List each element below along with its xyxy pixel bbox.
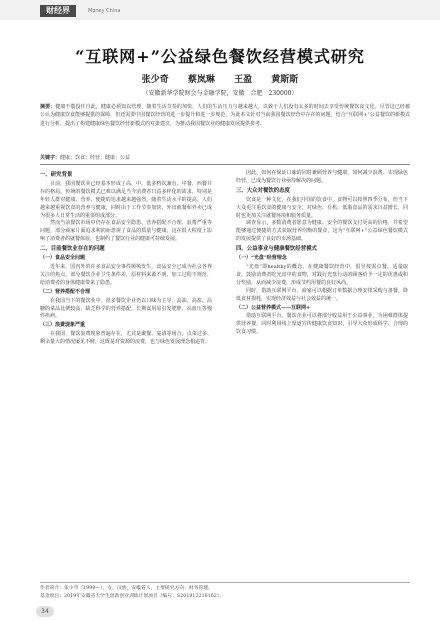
section-heading: （一）“光盘”经营理念 — [236, 255, 287, 262]
body-paragraph: 目前，我国餐饮业已经基本形成了高、中、低多档次兼有，中餐、西餐并存的格局。传统的餐饮模式已难以满足当今消费者日益多样化的需求，特别是年轻人群对健康、营养、便捷的追求越来越强烈。随着生活水平的提高，人们越来越重视饮食的营养与健康，同时由于工作节奏加快，外出就餐和外卖已成为很多人日常生活的重要组成部分。 — [40, 180, 212, 219]
abstract — [40, 103, 410, 128]
section-heading: （三）浪费现象严重 — [40, 322, 86, 329]
keywords-text: 健康；饮食；经营；健康；公益 — [60, 155, 131, 161]
author: 王盈 — [234, 75, 253, 85]
paper-title: “互联网+”公益绿色餐饮经营模式研究 — [75, 47, 365, 66]
body-paragraph: 调查显示，多数消费者愿意为健康、安全的餐饮支付更高的价格，并希望能够通过便捷的方式获取营养均衡的餐食，这为“互联网+”公益绿色餐饮模式的发展提供了良好的市场基础。 — [236, 220, 408, 243]
section-heading: 二、目前餐饮业存在的问题 — [40, 246, 105, 253]
section-tag-en: Money China — [88, 8, 121, 14]
footnote-divider — [40, 582, 410, 583]
body-paragraph: 饮食是一种文化，在我们中国的饮食中，食物可以按照四季分布，但当下大众更注重饮食的健康与安全，对绿色、有机、低脂食品的需求日益增长，同时也更加关注就餐环境和服务质量。 — [236, 196, 408, 219]
keywords — [40, 154, 410, 162]
author: 张少奇 — [141, 75, 169, 85]
section-heading: （二）营养搭配不合理 — [40, 288, 91, 295]
body-paragraph: 在我国，餐饮浪费现象普遍存在，尤其是聚餐、宴请等场合，点菜过多、剩余量大的情况屡见不鲜，这既是对资源的浪费，也与绿色发展理念相违背。 — [40, 331, 212, 346]
body-paragraph: 同时，借助互联网平台，商家可以根据订单数据合理安排采购与备餐，降低食材损耗，实现经济效益与社会效益的统一。 — [236, 287, 408, 302]
body-paragraph: 因此，如何在保证口味的同时兼顾营养与健康，如何减少浪费、实现绿色经营，已成为餐饮行业亟待解决的问题。 — [236, 170, 408, 184]
abstract-label: 摘要： — [40, 104, 56, 110]
section-heading: （二）公益营养模式——互联网+ — [236, 304, 311, 311]
page-number: 34 — [36, 606, 54, 617]
right-column — [236, 170, 408, 337]
section-heading: （一）食品安全问题 — [40, 255, 86, 262]
divider — [40, 164, 410, 165]
author: 蔡岚琳 — [187, 75, 215, 85]
keywords-label: 关键字： — [40, 155, 61, 161]
body-paragraph: 然而当前餐饮市场中仍存在食品安全隐患、营养搭配不合理、浪费严重等问题，部分商家片面追求利润而忽视了食品的质量与健康，这在很大程度上影响了消费者的就餐体验，也制约了餐饮行业的健康可持续发展。 — [40, 220, 212, 243]
left-column — [40, 170, 212, 347]
author: 黄斯斯 — [271, 75, 299, 85]
section-heading: 三、大众对餐饮的态度 — [236, 187, 290, 194]
body-paragraph: 近年来，国内外的许多食品安全事件频频发生，食品安全已成为社会各界关注的焦点。部分餐饮企业卫生条件差，原材料来源不明，加工过程不规范，给消费者的身体健康带来了隐患。 — [40, 263, 212, 286]
abstract-text: 健康不散投任自此，健康必须知以管理，随着生活节奏的加快，人们的生活压力与越来越大，以致于人们没有太多的时间去享受传统餐饮食文化。尽管这已经被公认为健康饮食能够提供的保障，但还需要中国餐饮经营的进一步提升和进一步规范，为此本文针对当前我国餐饮经营中存在的问题，结合“互联网+”公益餐饮的新模式进行分析，提出了构建健康绿色餐饮经营新模式的对策建议，为推动我国餐饮业的健康发展提供参考。 — [40, 104, 410, 127]
section-heading: 一、研究背景 — [40, 172, 73, 178]
body-paragraph: “光盘”即healthy的概念，在健康餐饮经营中，倡导按需点餐、适量取食，鼓励消费者吃光盘中的食物，对践行光盘行动的顾客给予一定的优惠或积分奖励，从而减少浪费，形成节约用餐的良好风尚。 — [236, 263, 408, 286]
footnote-author: 作者简介：张少奇（1999—），女，汉族，安徽省人，主要研究方向：财务管理。 — [40, 586, 213, 591]
section-tag: 财经界 — [40, 5, 76, 17]
section-heading: 四、公益事业与健康餐饮经营模式 — [236, 246, 317, 253]
body-paragraph: 借助互联网平台，餐饮企业可以将部分收益用于公益事业，为困难群体提供营养餐，同时利用线上渠道宣传健康饮食知识，引导大众形成科学、合理的饮食习惯。 — [236, 313, 408, 336]
affiliation: （安徽新华学院财会与金融学院，安徽 合肥 230000） — [142, 90, 298, 97]
footnote-fund: 基金项目：2019年安徽省大学生创新创业训练计划项目（编号：S201912216162）。 — [40, 594, 225, 599]
body-paragraph: 在我国当下的餐饮业中，很多餐饮企业仍以口味为主导，高油、高盐、高糖的菜品比例较高，缺乏科学的营养搭配，长期食用易引发肥胖、高血压等慢性疾病。 — [40, 297, 212, 320]
author-list — [0, 72, 440, 85]
